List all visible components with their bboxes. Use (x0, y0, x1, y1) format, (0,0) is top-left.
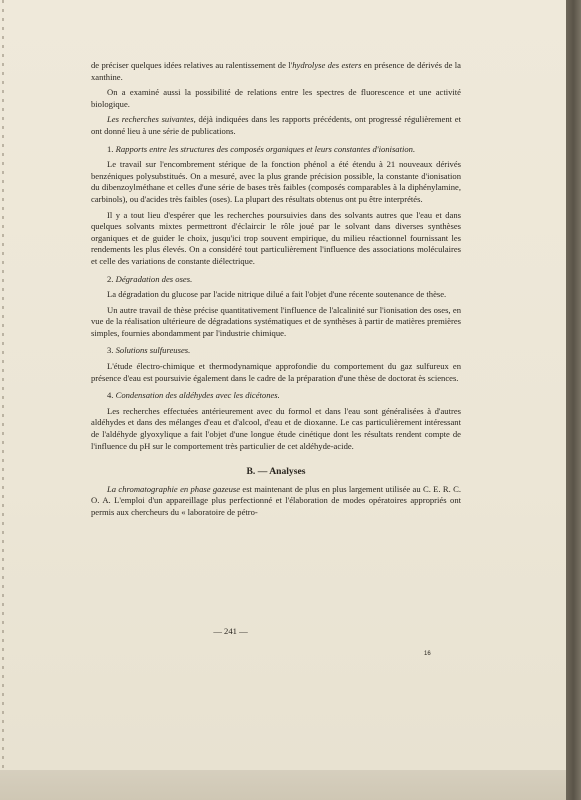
section-2-paragraph-2: Un autre travail de thèse précise quantitativement l'influence de l'alcalinité sur l'ionisation des oses, en vue de la réalisation ultérieure de dégradations systématiques et de synthèses à partir de matières premières simples, fournies abondamment par l'industrie chimique. (91, 304, 461, 338)
section-4-paragraph-1: Les recherches effectuées antérieurement avec du formol et dans l'eau sont généralisées à d'autres aldéhydes et dans des mélanges d'eau et d'alcool, d'eau et de dioxanne. Le cas particulièrement intéressant de l'aldéhyde glyoxylique a fait l'objet d'une longue étude cinétique dont les résultats rendent compte de l'influence du pH sur le comportement très particulier de cet aldéhyde-acide. (91, 405, 461, 451)
section-3-paragraph-1: L'étude électro-chimique et thermodynamique approfondie du comportement du gaz sulfureux en présence d'eau est poursuivie également dans le cadre de la préparation d'une thèse de doctorat ès sciences. (91, 361, 461, 383)
section-2-paragraph-1: La dégradation du glucose par l'acide nitrique dilué a fait l'objet d'une récente soutenance de thèse. (107, 289, 447, 300)
section-4-heading: 4. Condensation des aldéhydes avec les dicétones. (107, 390, 280, 401)
section-2-heading: 2. Dégradation des oses. (107, 273, 193, 284)
part-b-title: B. — Analyses (246, 466, 306, 478)
part-b-paragraph: La chromatographie en phase gazeuse est maintenant de plus en plus largement utilisée au C. E. R. C. O. A. L'emploi d'un appareillage plus perfectionné et l'élaboration de modes opératoires appropriés ont permis aux chercheurs du « laboratoire de pétro- (91, 483, 461, 517)
paragraph-fluorescence: On a examiné aussi la possibilité de relations entre les spectres de fluorescence et une activité biologique. (91, 87, 461, 109)
section-1-heading: 1. Rapports entre les structures des composés organiques et leurs constantes d'ionisation. (107, 143, 416, 154)
page-bottom-margin (0, 770, 566, 800)
binding-edge (2, 0, 4, 770)
section-1-paragraph-2: Il y a tout lieu d'espérer que les recherches poursuivies dans des solvants autres que l'eau et dans quelques solvants mixtes permettront d'éclaircir le rôle joué par le solvant dans diverses synthèses organiques et de guider le choix, jusqu'ici trop souvent empirique, du milieu réactionnel fournissant les rendements les plus élevés. On a considéré tout particulièrement l'influence des associations moléculaires et celle des variations de constante diélectrique. (91, 209, 461, 266)
paragraph-xanthine: de préciser quelques idées relatives au ralentissement de l'hydrolyse des esters en présence de dérivés de la xanthine. (91, 60, 461, 82)
page-number: — 241 — (213, 626, 248, 636)
sheet-number: 16 (424, 651, 431, 657)
page-body (91, 60, 461, 519)
section-1-paragraph-1: Le travail sur l'encombrement stérique de la fonction phénol a été étendu à 21 nouveaux dérivés benzéniques polysubstitués. On a mesuré, avec la plus grande précision possible, la constante d'ionisation du dibenzoylméthane et celles d'une série de bases très faibles (composés comparables à la diphénylamine, carbinols), ou d'acides très faibles (oses). La plupart des résultats obtenus ont pu être interprétés. (91, 159, 461, 204)
next-page-edge (566, 0, 581, 800)
paragraph-publications: Les recherches suivantes, déjà indiquées dans les rapports précédents, ont progressé régulièrement et ont donné lieu à une série de publications. (91, 114, 461, 136)
section-3-heading: 3. Solutions sulfureuses. (107, 345, 191, 356)
